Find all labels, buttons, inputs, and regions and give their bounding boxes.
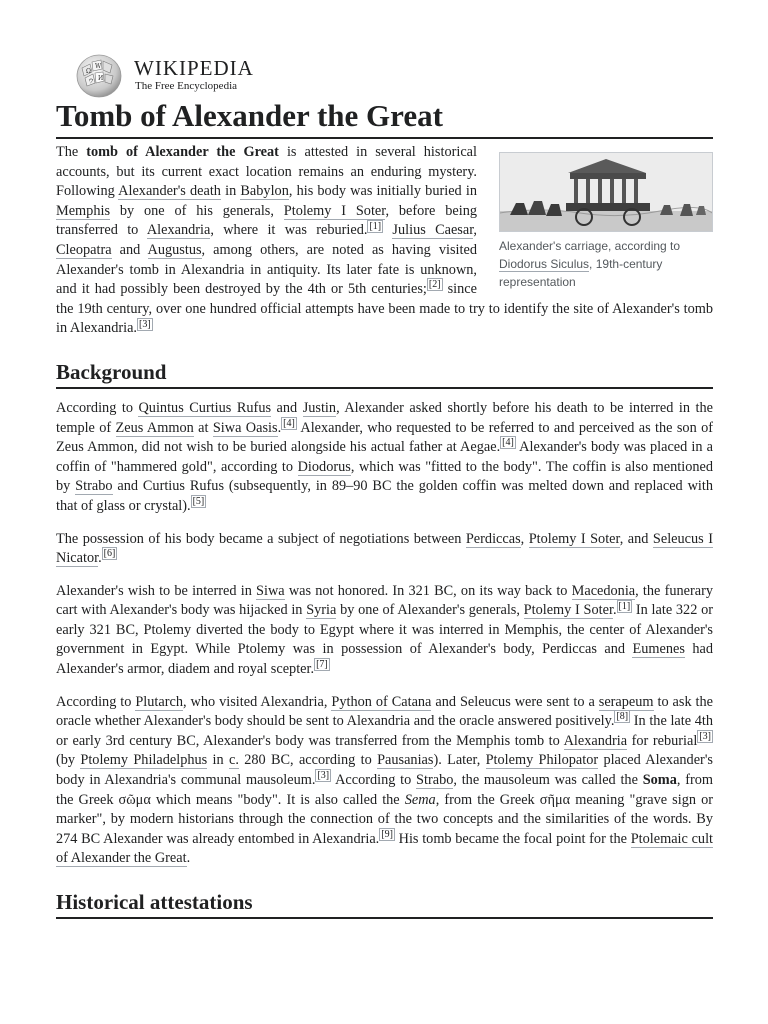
link[interactable]: serapeum — [598, 693, 654, 710]
text: by one of Alexander's generals, — [336, 602, 524, 619]
reference-link[interactable]: [5] — [192, 496, 205, 508]
link[interactable]: Alexandria — [146, 222, 211, 239]
text: , from the Greek σῆμα meaning "grave sign or marker", by modern historians through the connection of the two concepts and the similarities of the words. By 274 BC Alexander was already entombed in Alexandria. — [56, 791, 713, 847]
reference-mark — [367, 220, 383, 233]
reference-mark — [281, 417, 297, 430]
bold-term: Soma — [642, 772, 677, 789]
text: . — [98, 550, 102, 567]
text: Alexander, who requested to be referred to and perceived as the son of Zeus Ammon, did not wish to be buried alongside his actual father at Aegae. — [56, 419, 713, 456]
text: . — [186, 850, 191, 867]
link[interactable]: Ptolemy I Soter — [528, 530, 620, 547]
page-title: Tomb of Alexander the Great — [56, 96, 713, 139]
reference-link[interactable]: [3] — [139, 318, 151, 330]
text: , from the Greek σῶμα which means "body". It is also called the — [56, 772, 713, 808]
text: . — [612, 602, 617, 619]
text: , — [473, 222, 477, 239]
text: placed Alexander's body in Alexandria's communal mausoleum. — [56, 752, 713, 789]
italic-term: Sema — [404, 791, 436, 808]
alexanders-carriage-image[interactable] — [499, 152, 713, 232]
text: , his body was initially buried in — [288, 183, 477, 200]
svg-text:Ω: Ω — [86, 68, 91, 75]
text: in — [207, 752, 229, 769]
link[interactable]: Diodorus — [297, 458, 351, 475]
text: Alexander's wish to be interred in — [56, 582, 257, 599]
wikipedia-tagline: The Free Encyclopedia — [135, 80, 238, 92]
text: and Seleucus were sent to a — [431, 693, 599, 710]
text: and — [271, 399, 303, 416]
text: , the mausoleum was called the — [453, 772, 643, 789]
text: (by — [56, 752, 81, 769]
text: is attested in several historical accounts, but its current exact location remains an enduring mystery. Following — [56, 144, 477, 200]
svg-text:И: И — [98, 75, 104, 82]
reference-mark — [617, 600, 633, 613]
text: According to — [56, 399, 139, 416]
link[interactable]: Alexandria — [563, 732, 628, 749]
reference-link[interactable]: [7] — [316, 659, 328, 671]
reference-mark — [614, 710, 630, 723]
reference-mark — [697, 730, 713, 743]
article-body — [56, 143, 713, 929]
link[interactable]: Siwa — [256, 582, 285, 599]
wikipedia-globe-icon — [74, 52, 124, 98]
link[interactable]: Ptolemaic cult of Alexander the Great — [56, 830, 714, 867]
text: According to — [331, 772, 417, 789]
text: , among others, are noted as having visited Alexander's tomb in Alexandria in antiquity. Its later fate is unknown, and it had possibly been destroyed by the 4th or 5th centuries; — [56, 241, 477, 298]
link[interactable]: Ptolemy Philadelphus — [80, 752, 208, 769]
reference-link[interactable]: [1] — [618, 600, 631, 612]
text: since the 19th century, over one hundred official attempts have been made to try to identify the site of Alexander's tomb in Alexandria. — [56, 281, 713, 337]
wikipedia-logo[interactable] — [74, 52, 264, 98]
background-paragraph — [56, 530, 713, 569]
reference-mark — [427, 278, 443, 291]
text: at — [193, 419, 213, 436]
text: by one of his generals, — [110, 202, 284, 219]
text: . — [277, 419, 282, 436]
reference-link[interactable]: [4] — [283, 417, 295, 429]
reference-link[interactable]: [3] — [699, 731, 711, 743]
link[interactable]: Eumenes — [632, 641, 685, 658]
reference-link[interactable]: [2] — [428, 279, 441, 291]
reference-mark — [314, 658, 330, 671]
figure-caption — [499, 237, 713, 291]
text: , and — [619, 530, 653, 547]
text: , — [520, 530, 529, 547]
svg-text:W: W — [95, 63, 102, 70]
text: , Alexander asked shortly before his death to be interred in the temple of — [56, 399, 714, 436]
link[interactable]: Cleopatra — [56, 241, 112, 258]
link[interactable]: Quintus Curtius Rufus — [138, 399, 272, 416]
figure-thumbnail — [499, 152, 713, 291]
link[interactable]: Seleucus I Nicator — [56, 530, 713, 567]
text: According to — [56, 693, 136, 710]
link[interactable]: c. — [228, 752, 239, 769]
text: The possession of his body became a subject of negotiations between — [56, 530, 466, 547]
reference-mark — [379, 828, 395, 841]
text: , who visited Alexandria, — [183, 693, 332, 710]
link[interactable]: Strabo — [416, 772, 454, 789]
section-heading-background: Background — [56, 359, 713, 389]
caption-text: , 19th-century representation — [499, 257, 663, 289]
link[interactable]: Ptolemy I Soter — [523, 602, 613, 619]
link[interactable]: Pausanias — [377, 752, 434, 769]
link[interactable]: Siwa Oasis — [212, 419, 278, 436]
reference-mark — [500, 436, 516, 449]
caption-text: Alexander's carriage, according to — [499, 239, 681, 253]
reference-mark — [315, 769, 331, 782]
text: for reburial — [627, 732, 698, 749]
text: Alexander's body was placed in a coffin of "hammered gold", according to — [56, 439, 713, 475]
reference-link[interactable]: [4] — [502, 437, 514, 449]
reference-mark — [137, 318, 153, 331]
text: in — [220, 183, 241, 200]
text: to ask the oracle whether Alexander's body should be sent to Alexandria and the oracle answered positively. — [56, 693, 713, 730]
link[interactable]: Python of Catana — [331, 693, 432, 710]
text: was not honored. In 321 BC, on its way back to — [284, 582, 572, 599]
text: , before being transferred to — [56, 202, 477, 239]
link[interactable]: Ptolemy I Soter — [283, 202, 386, 219]
link[interactable]: Plutarch — [135, 693, 184, 710]
reference-link[interactable]: [9] — [381, 829, 393, 841]
link[interactable]: Zeus Ammon — [115, 419, 194, 436]
text: , the funerary cart with Alexander's body was hijacked in — [56, 582, 714, 619]
reference-mark — [102, 547, 118, 560]
text: In the late 4th or early 3rd century BC, Alexander's body was transferred from the Memphis tomb to — [56, 713, 714, 749]
reference-link[interactable]: [8] — [616, 711, 629, 723]
background-paragraph — [56, 399, 713, 517]
text: , where it was reburied. — [210, 222, 368, 239]
link[interactable]: Memphis — [56, 202, 111, 219]
reference-link[interactable]: [3] — [317, 770, 330, 782]
link[interactable]: Perdiccas — [465, 530, 521, 547]
link[interactable]: Syria — [306, 602, 337, 619]
link[interactable]: Ptolemy Philopator — [485, 752, 599, 769]
text: His tomb became the focal point for the — [394, 830, 631, 847]
background-paragraph — [56, 582, 713, 680]
link[interactable]: Julius Caesar — [392, 222, 474, 239]
text: and Curtius Rufus (subsequently, in 89–90 BC the golden coffin was melted down and replaced with that of glass or crystal). — [56, 478, 713, 514]
link[interactable]: Augustus — [147, 241, 202, 258]
link[interactable]: Macedonia — [571, 582, 636, 599]
wikipedia-wordmark: WIKIPEDIA — [134, 56, 254, 80]
background-paragraph — [56, 693, 713, 869]
reference-link[interactable]: [6] — [103, 548, 116, 560]
link[interactable]: Justin — [302, 399, 337, 416]
link[interactable]: Strabo — [75, 478, 113, 495]
text: The — [56, 144, 87, 160]
section-heading-historical-attestations: Historical attestations — [56, 889, 713, 919]
text: had Alexander's armor, diadem and royal scepter. — [56, 641, 713, 678]
text: In late 322 or early 321 BC, Ptolemy diverted the body to Egypt where it was interred in Memphis, the center of Alexander's government in Egypt. While Ptolemy was in possession of Alexander's body, Perdiccas and — [56, 602, 713, 658]
text: 280 BC, according to — [238, 752, 378, 769]
text: ). Later, — [433, 752, 486, 769]
bold-term: tomb of Alexander the Great — [86, 144, 279, 160]
text: and — [111, 241, 148, 258]
link[interactable]: Babylon — [240, 183, 289, 200]
svg-text:ウ: ウ — [88, 78, 95, 85]
link[interactable]: Alexander's death — [118, 183, 221, 200]
reference-mark — [191, 495, 207, 508]
caption-link-diodorus-siculus[interactable]: Diodorus Siculus — [499, 257, 590, 271]
text: , which was "fitted to the body". The coffin is also mentioned by — [56, 458, 713, 495]
reference-link[interactable]: [1] — [369, 220, 382, 232]
